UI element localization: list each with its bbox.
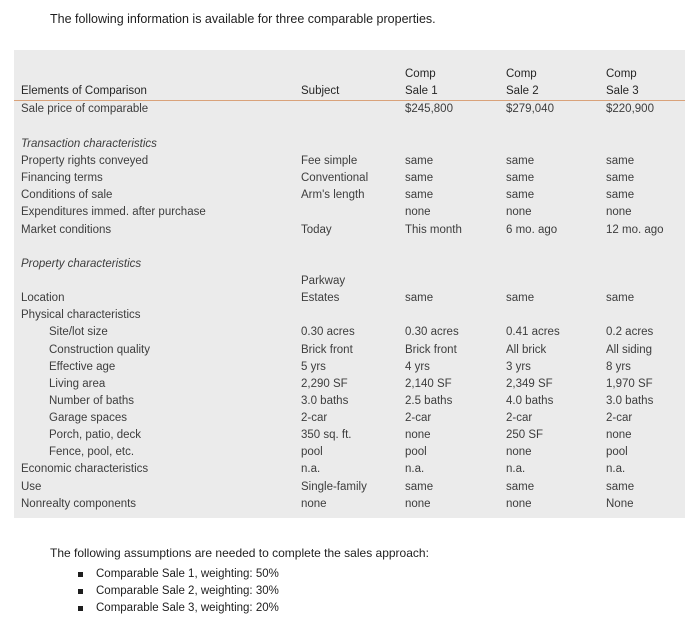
assumption-text: Comparable Sale 1, weighting: 50% [96,568,279,580]
financing-comp1: same [405,172,434,184]
property-rights-comp2: same [506,155,535,167]
header-comp2-line1: Comp [506,68,537,80]
bullet-icon [78,589,83,594]
living-area-comp1: 2,140 SF [405,378,452,390]
baths-comp3: 3.0 baths [606,395,654,407]
location-comp3: same [606,292,635,304]
financing-label: Financing terms [21,172,103,184]
age-label: Effective age [49,361,116,373]
fence-comp2: none [506,446,532,458]
property-rights-label: Property rights conveyed [21,155,149,167]
construction-label: Construction quality [49,344,150,356]
living-area-comp2: 2,349 SF [506,378,553,390]
porch-subject: 350 sq. ft. [301,429,352,441]
header-comp1-line1: Comp [405,68,436,80]
sale-price-comp3: $220,900 [606,103,654,115]
construction-comp2: All brick [506,344,547,356]
list-item [78,566,279,583]
financing-comp3: same [606,172,635,184]
property-rights-subject: Fee simple [301,155,358,167]
fence-comp1: pool [405,446,427,458]
location-label: Location [21,292,65,304]
bullet-icon [78,606,83,611]
market-label: Market conditions [21,224,112,236]
garage-comp3: 2-car [606,412,633,424]
expenditures-comp1: none [405,206,431,218]
header-comp3-line1: Comp [606,68,637,80]
site-label: Site/lot size [49,326,108,338]
site-comp3: 0.2 acres [606,326,654,338]
use-comp3: same [606,481,635,493]
conditions-comp3: same [606,189,635,201]
porch-comp2: 250 SF [506,429,544,441]
fence-label: Fence, pool, etc. [49,446,135,458]
assumption-text: Comparable Sale 2, weighting: 30% [96,585,279,597]
garage-comp1: 2-car [405,412,432,424]
nonrealty-comp1: none [405,498,431,510]
sale-price-comp1: $245,800 [405,103,453,115]
bullet-icon [78,572,83,577]
nonrealty-comp3: None [606,498,634,510]
construction-comp3: All siding [606,344,653,356]
list-item [78,583,279,600]
use-label: Use [21,481,42,493]
assumption-text: Comparable Sale 3, weighting: 20% [96,602,279,614]
nonrealty-label: Nonrealty components [21,498,137,510]
assumptions-title: The following assumptions are needed to complete the sales approach: [50,546,429,560]
header-elements: Elements of Comparison [21,85,147,97]
garage-label: Garage spaces [49,412,127,424]
list-item [78,600,279,617]
age-comp1: 4 yrs [405,361,430,373]
header-comp1-line2: Sale 1 [405,85,438,97]
baths-comp1: 2.5 baths [405,395,453,407]
physical-heading: Physical characteristics [21,309,141,321]
transaction-heading: Transaction characteristics [21,138,157,150]
economic-comp2: n.a. [506,463,526,475]
age-comp2: 3 yrs [506,361,531,373]
market-comp3: 12 mo. ago [606,224,664,236]
site-comp1: 0.30 acres [405,326,459,338]
expenditures-comp3: none [606,206,632,218]
construction-subject: Brick front [301,344,353,356]
use-comp1: same [405,481,434,493]
market-comp2: 6 mo. ago [506,224,558,236]
market-comp1: This month [405,224,462,236]
conditions-comp1: same [405,189,434,201]
nonrealty-subject: none [301,498,327,510]
porch-label: Porch, patio, deck [49,429,142,441]
location-comp2: same [506,292,535,304]
financing-comp2: same [506,172,535,184]
age-subject: 5 yrs [301,361,326,373]
living-area-subject: 2,290 SF [301,378,348,390]
site-comp2: 0.41 acres [506,326,560,338]
conditions-subject: Arm's length [301,189,365,201]
property-rights-comp1: same [405,155,434,167]
location-subject-line2: Estates [301,292,340,304]
sale-price-label: Sale price of comparable [21,103,149,115]
fence-subject: pool [301,446,323,458]
baths-label: Number of baths [49,395,135,407]
baths-subject: 3.0 baths [301,395,349,407]
sale-price-comp2: $279,040 [506,103,554,115]
location-subject-line1: Parkway [301,275,346,287]
location-comp1: same [405,292,434,304]
nonrealty-comp2: none [506,498,532,510]
use-comp2: same [506,481,535,493]
baths-comp2: 4.0 baths [506,395,554,407]
garage-subject: 2-car [301,412,328,424]
economic-comp3: n.a. [606,463,626,475]
living-area-comp3: 1,970 SF [606,378,653,390]
fence-comp3: pool [606,446,628,458]
header-subject: Subject [301,85,340,97]
construction-comp1: Brick front [405,344,457,356]
assumptions-list [78,566,279,617]
porch-comp1: none [405,429,431,441]
intro-text: The following information is available for three comparable properties. [50,12,436,26]
market-subject: Today [301,224,332,236]
header-comp2-line2: Sale 2 [506,85,539,97]
economic-comp1: n.a. [405,463,425,475]
site-subject: 0.30 acres [301,326,355,338]
expenditures-comp2: none [506,206,532,218]
conditions-label: Conditions of sale [21,189,113,201]
conditions-comp2: same [506,189,535,201]
garage-comp2: 2-car [506,412,533,424]
property-rights-comp3: same [606,155,635,167]
property-heading: Property characteristics [21,258,142,270]
age-comp3: 8 yrs [606,361,631,373]
economic-label: Economic characteristics [21,463,149,475]
financing-subject: Conventional [301,172,369,184]
expenditures-label: Expenditures immed. after purchase [21,206,206,218]
use-subject: Single-family [301,481,367,493]
living-area-label: Living area [49,378,106,390]
header-comp3-line2: Sale 3 [606,85,639,97]
economic-subject: n.a. [301,463,321,475]
porch-comp3: none [606,429,632,441]
